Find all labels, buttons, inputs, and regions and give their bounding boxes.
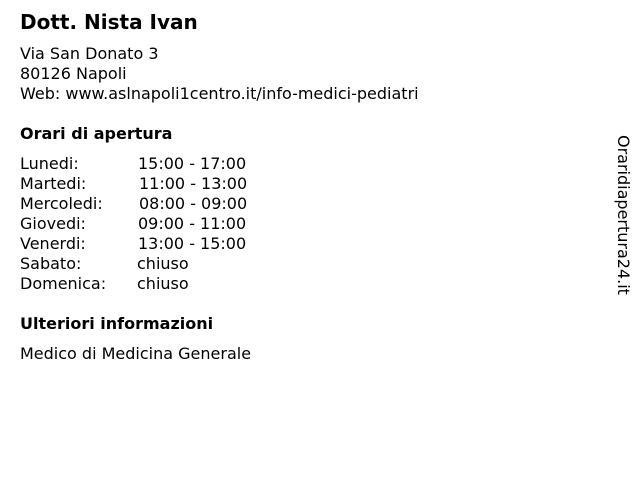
time-value: chiuso (137, 274, 189, 293)
time-value: 09:00 - 11:00 (138, 214, 247, 233)
time-value: chiuso (137, 254, 189, 273)
further-info-text: Medico di Medicina Generale (20, 344, 252, 363)
time-value: 15:00 - 17:00 (138, 154, 247, 173)
day-label: Giovedi: (20, 214, 86, 233)
day-label: Domenica: (20, 274, 107, 293)
day-label: Venerdi: (20, 234, 86, 253)
site-watermark (613, 135, 633, 310)
watermark-text: Oraridiapertura24.it (614, 135, 633, 295)
further-info-heading: Ulteriori informazioni (20, 314, 214, 333)
day-label: Mercoledi: (20, 194, 103, 213)
opening-hours-heading: Orari di apertura (20, 124, 173, 143)
day-label: Lunedi: (20, 154, 79, 173)
city-address: 80126 Napoli (20, 64, 127, 83)
address-block (20, 44, 419, 104)
website-link[interactable]: Web: www.aslnapoli1centro.it/info-medici-pediatri (20, 84, 419, 103)
time-value: 11:00 - 13:00 (139, 174, 248, 193)
day-label: Martedi: (20, 174, 87, 193)
day-label: Sabato: (20, 254, 82, 273)
time-value: 08:00 - 09:00 (139, 194, 248, 213)
street-address: Via San Donato 3 (20, 44, 159, 63)
time-value: 13:00 - 15:00 (138, 234, 247, 253)
page-title: Dott. Nista Ivan (20, 10, 198, 34)
